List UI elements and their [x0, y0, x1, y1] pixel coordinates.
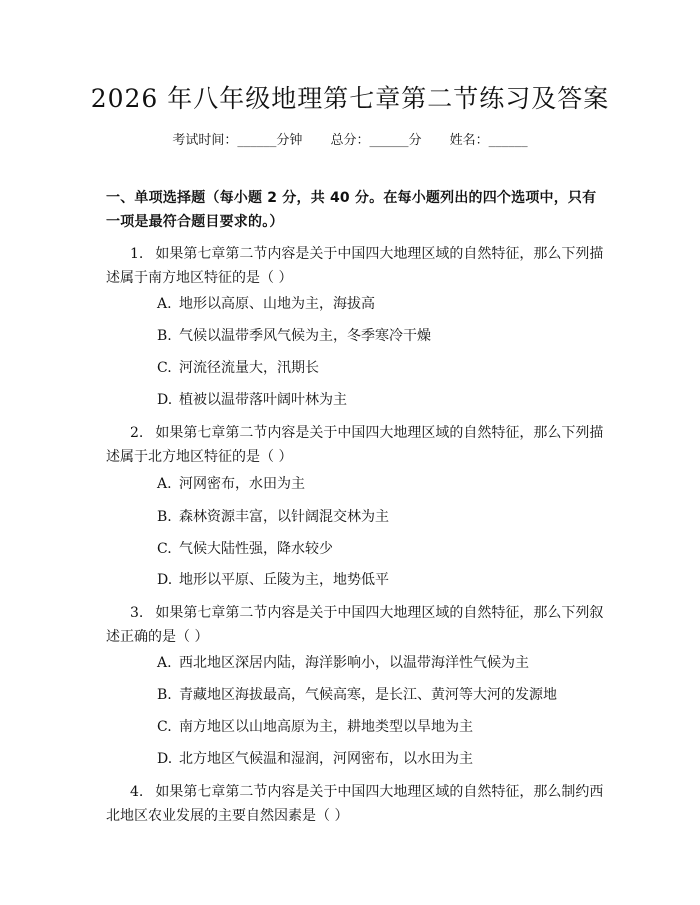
option-text: 气候以温带季风气候为主，冬季寒冷干燥 — [179, 328, 431, 344]
option-letter: D. — [157, 751, 173, 767]
question-2-option-d — [157, 569, 597, 591]
option-letter: B. — [157, 687, 172, 703]
option-text: 地形以平原、丘陵为主，地势低平 — [179, 572, 389, 588]
question-number: 3. — [130, 605, 144, 621]
option-letter: B. — [157, 328, 172, 344]
option-text: 西北地区深居内陆，海洋影响小，以温带海洋性气候为主 — [179, 655, 529, 671]
question-text: 如果第七章第二节内容是关于中国四大地理区域的自然特征，那么下列描述属于南方地区特征的是（ ） — [106, 246, 604, 286]
option-letter: A. — [157, 476, 172, 492]
question-3 — [106, 601, 604, 649]
option-letter: C. — [157, 719, 172, 735]
option-text: 南方地区以山地高原为主，耕地类型以旱地为主 — [179, 719, 473, 735]
option-text: 河流径流量大，汛期长 — [179, 360, 319, 376]
option-letter: A. — [157, 296, 172, 312]
question-4 — [106, 780, 604, 828]
question-1-option-d — [157, 389, 597, 411]
question-2 — [106, 421, 604, 469]
question-2-option-a — [157, 473, 597, 495]
option-text: 青藏地区海拔最高，气候高寒，是长江、黄河等大河的发源地 — [179, 687, 557, 703]
question-text: 如果第七章第二节内容是关于中国四大地理区域的自然特征，那么下列叙述正确的是（ ） — [106, 605, 604, 645]
question-1 — [106, 242, 604, 290]
option-letter: D. — [157, 572, 173, 588]
section-heading: 一、单项选择题（每小题 2 分，共 40 分。在每小题列出的四个选项中，只有一项是最符合题目要求的。） — [106, 190, 597, 230]
question-1-option-a — [157, 293, 597, 315]
page-title: 2026 年八年级地理第七章第二节练习及答案 — [90, 84, 610, 113]
option-letter: C. — [157, 360, 172, 376]
option-letter: A. — [157, 655, 172, 671]
exam-time-field: 考试时间：______分钟 — [172, 133, 303, 148]
question-3-option-c — [157, 716, 597, 738]
question-number: 2. — [130, 425, 144, 441]
option-letter: C. — [157, 541, 172, 557]
option-text: 河网密布，水田为主 — [179, 476, 305, 492]
question-2-option-b — [157, 506, 597, 528]
question-3-option-d — [157, 748, 597, 770]
option-text: 气候大陆性强，降水较少 — [179, 541, 333, 557]
student-name-field: 姓名：______ — [449, 133, 528, 148]
option-text: 地形以高原、山地为主，海拔高 — [179, 296, 375, 312]
question-2-option-c — [157, 538, 597, 560]
question-text: 如果第七章第二节内容是关于中国四大地理区域的自然特征，那么下列描述属于北方地区特征的是（ ） — [106, 425, 604, 465]
exam-meta — [0, 131, 700, 151]
option-text: 植被以温带落叶阔叶林为主 — [179, 392, 347, 408]
option-text: 森林资源丰富，以针阔混交林为主 — [179, 509, 389, 525]
total-score-field: 总分：______分 — [330, 133, 422, 148]
question-1-option-b — [157, 325, 597, 347]
question-number: 1. — [130, 246, 144, 262]
question-number: 4. — [130, 784, 144, 800]
question-3-option-b — [157, 684, 597, 706]
option-letter: B. — [157, 509, 172, 525]
question-3-option-a — [157, 652, 597, 674]
question-1-option-c — [157, 357, 597, 379]
option-text: 北方地区气候温和湿润，河网密布，以水田为主 — [179, 751, 473, 767]
question-text: 如果第七章第二节内容是关于中国四大地理区域的自然特征，那么制约西北地区农业发展的主要自然因素是（ ） — [106, 784, 604, 824]
option-letter: D. — [157, 392, 173, 408]
